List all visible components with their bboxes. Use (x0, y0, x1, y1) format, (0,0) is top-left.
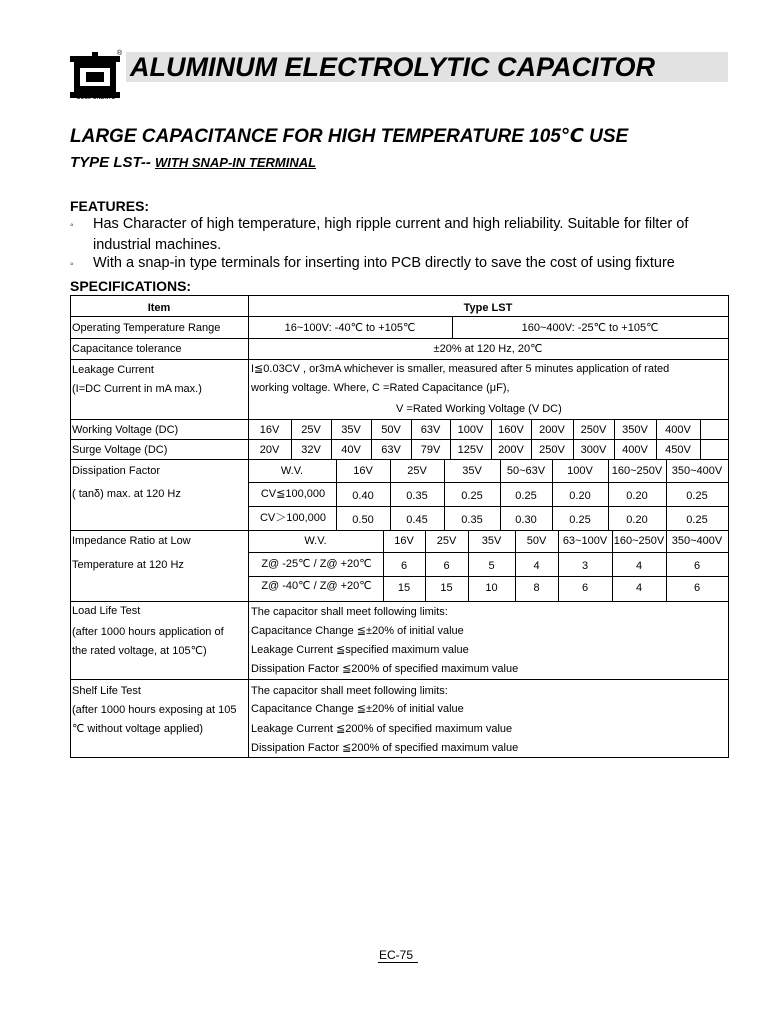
table-cell: 0.20 (626, 514, 648, 526)
table-cell: 6 (443, 560, 450, 572)
table-cell: V =Rated Working Voltage (V DC) (396, 403, 562, 415)
row-label: Leakage Current (72, 364, 154, 376)
table-cell: 6 (400, 560, 408, 572)
table-cell: W.V. (304, 535, 327, 547)
table-cell: Dissipation Factor ≦200% of specified maximum value (251, 663, 519, 675)
specifications-heading: SPECIFICATIONS: (70, 278, 192, 294)
table-border-bottom (70, 757, 728, 758)
table-cell: 450V (665, 444, 691, 456)
header-type: Type LST (463, 302, 513, 314)
table-border-right (728, 295, 729, 758)
table-cell: 0.50 (352, 514, 374, 526)
table-cell: 200V (498, 444, 524, 456)
table-cell: 63V (381, 444, 401, 456)
type-suffix: WITH SNAP-IN TERMINAL (155, 155, 317, 170)
row-label: Load Life Test (72, 605, 141, 617)
table-cell: 8 (533, 582, 540, 594)
table-border-left (70, 295, 71, 758)
table-rule (70, 338, 728, 339)
table-rule (248, 552, 728, 553)
table-rule (70, 359, 728, 360)
table-rule (70, 601, 728, 602)
table-cell: 0.25 (569, 514, 591, 526)
feature-item-continuation: industrial machines. (93, 237, 222, 253)
table-cell: Leakage Current ≦specified maximum value (251, 644, 469, 656)
table-cell: 32V (301, 444, 321, 456)
subtitle: LARGE CAPACITANCE FOR HIGH TEMPERATURE 105℃ USE (70, 126, 629, 147)
table-cell: Z@ -25℃ / Z@ +20℃ (261, 558, 372, 570)
table-rule (70, 439, 728, 440)
table-cell: I≦0.03CV , or3mA whichever is smaller, measured after 5 minutes application of rated (251, 363, 670, 375)
table-cell: CV≦100,000 (260, 488, 326, 500)
table-cell: W.V. (280, 465, 304, 477)
row-label: ℃ without voltage applied) (72, 723, 203, 735)
registered-mark: ® (117, 50, 123, 57)
row-label: the rated voltage, at 105℃) (72, 645, 207, 657)
table-cell: 0.30 (515, 514, 537, 526)
feature-item: ◦ Has Character of high temperature, high ripple current and high reliability. Suitable for filter of (70, 216, 689, 232)
table-cell: 160~400V: -25℃ to +105℃ (521, 322, 659, 334)
logo-company-name: COMPONENTS (76, 95, 116, 101)
row-label: Impedance Ratio at Low (72, 535, 191, 547)
table-rule (70, 530, 728, 531)
table-cell: 25V (407, 465, 427, 477)
table-rule (248, 576, 728, 577)
table-cell: 0.35 (461, 514, 483, 526)
table-cell: 0.25 (686, 490, 708, 502)
table-cell: 6 (581, 582, 589, 594)
table-cell: 6 (693, 582, 701, 594)
bullet-icon: ◦ (70, 259, 74, 270)
table-cell: 250V (580, 424, 607, 436)
header-item: Item (147, 302, 171, 314)
specifications-table (70, 295, 729, 758)
table-cell: 25V (301, 424, 321, 436)
row-label: (I=DC Current in mA max.) (72, 383, 202, 395)
table-cell: 4 (635, 560, 643, 572)
table-column-divider (248, 295, 249, 758)
table-cell: 16V (259, 424, 280, 436)
type-line (70, 154, 316, 171)
page-title: ALUMINUM ELECTROLYTIC CAPACITOR (130, 52, 655, 82)
table-cell: 350V (622, 424, 648, 436)
table-cell: 16V (394, 535, 414, 547)
table-cell: 350~400V (671, 465, 723, 477)
table-rule (70, 419, 728, 420)
table-rule (248, 506, 728, 507)
table-cell: 250V (539, 444, 565, 456)
table-cell: 35V (341, 424, 361, 436)
table-cell: 160~250V (611, 465, 663, 477)
row-label: (after 1000 hours application of (72, 626, 224, 638)
table-cell: 100V (457, 424, 484, 436)
table-cell: 0.25 (461, 490, 483, 502)
table-cell: 0.20 (626, 490, 648, 502)
table-cell: 125V (457, 444, 484, 456)
table-cell: Leakage Current ≦200% of specified maximum value (251, 723, 513, 735)
table-cell: 35V (462, 465, 482, 477)
table-cell: 4 (533, 560, 540, 572)
page-number: EC-75 (378, 948, 413, 962)
table-cell: 0.25 (686, 514, 708, 526)
table-cell: 16V (353, 465, 373, 477)
table-cell: 0.25 (515, 490, 537, 502)
type-prefix: TYPE LST-- (70, 154, 151, 171)
table-cell: 200V (539, 424, 565, 436)
features-heading: FEATURES: (70, 198, 150, 214)
table-cell: 6 (693, 560, 701, 572)
table-cell: 0.20 (569, 490, 591, 502)
table-cell: 100V (567, 465, 593, 477)
table-cell: Capacitance Change ≦±20% of initial value (251, 703, 464, 715)
table-cell: The capacitor shall meet following limits: (251, 606, 448, 618)
page-number-underline (378, 962, 418, 963)
table-cell: 4 (635, 582, 643, 594)
row-label: Temperature at 120 Hz (72, 559, 184, 571)
table-cell: 0.35 (406, 490, 428, 502)
table-rule (70, 459, 728, 460)
table-cell: 10 (485, 582, 498, 594)
table-cell: 16~100V: -40℃ to +105℃ (284, 322, 416, 334)
table-cell: 0.45 (406, 514, 428, 526)
table-cell: 79V (420, 444, 441, 456)
table-cell: The capacitor shall meet following limits: (251, 685, 448, 697)
row-label: Operating Temperature Range (72, 322, 221, 334)
table-cell: 160V (498, 424, 524, 436)
row-label: (after 1000 hours exposing at 105 (72, 704, 237, 716)
table-cell: 0.40 (352, 490, 374, 502)
table-rule (248, 482, 728, 483)
table-cell: 350~400V (671, 535, 723, 547)
row-label: Working Voltage (DC) (72, 424, 179, 436)
table-cell: 400V (622, 444, 648, 456)
table-cell: ±20% at 120 Hz, 20℃ (433, 343, 543, 355)
row-label: Dissipation Factor (72, 465, 161, 477)
row-label: Surge Voltage (DC) (72, 444, 168, 456)
row-label: Capacitance tolerance (72, 343, 182, 355)
table-cell: 20V (259, 444, 280, 456)
table-border-top (70, 295, 728, 296)
row-label: Shelf Life Test (72, 685, 141, 697)
row-label: ( tanδ) max. at 120 Hz (72, 488, 181, 500)
table-cell: 50V (526, 535, 547, 547)
table-rule (70, 316, 728, 317)
table-cell: CV＞100,000 (259, 512, 327, 524)
table-cell: Z@ -40℃ / Z@ +20℃ (261, 580, 372, 592)
table-cell: 15 (440, 582, 453, 594)
table-cell: 300V (580, 444, 607, 456)
table-cell: Dissipation Factor ≦200% of specified maximum value (251, 742, 519, 754)
table-cell: Capacitance Change ≦±20% of initial value (251, 625, 464, 637)
feature-item: ◦ With a snap-in type terminals for inserting into PCB directly to save the cost of using fixture (70, 255, 675, 271)
table-cell: 5 (488, 560, 495, 572)
table-cell: 35V (481, 535, 502, 547)
table-cell: working voltage. Where, C =Rated Capacitance (μF), (251, 382, 510, 394)
table-cell: 50~63V (506, 465, 546, 477)
table-rule (70, 679, 728, 680)
bullet-icon: ◦ (70, 220, 74, 231)
table-cell: 25V (436, 535, 457, 547)
table-cell: 63~100V (562, 535, 608, 547)
table-cell: 400V (665, 424, 691, 436)
table-cell: 15 (397, 582, 411, 594)
table-cell: 50V (381, 424, 401, 436)
table-cell: 63V (420, 424, 441, 436)
table-cell: 3 (581, 560, 589, 572)
table-rule (700, 419, 701, 459)
table-cell: 40V (341, 444, 361, 456)
table-cell: 160~250V (613, 535, 665, 547)
